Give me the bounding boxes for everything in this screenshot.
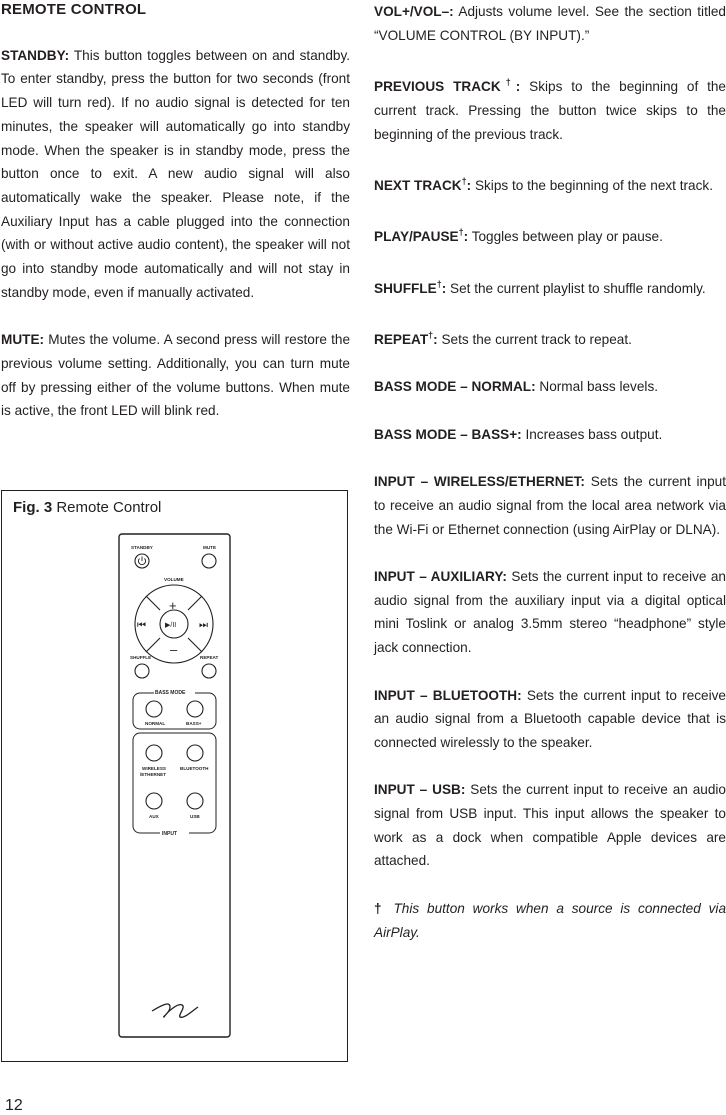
entry-label [374, 474, 585, 489]
entry-label [374, 782, 465, 797]
entry-9 [374, 565, 726, 660]
entry-label [374, 229, 468, 244]
dagger-mark: † [436, 278, 442, 289]
entry-10 [374, 684, 726, 755]
entry-text: Skips to the beginning of the current track. Pressing the button twice skips to the beginning of the previous track. [374, 79, 726, 142]
entry-label [374, 569, 507, 584]
figure-caption-text: Remote Control [56, 499, 162, 516]
entry-label [374, 175, 472, 193]
page-number: 12 [5, 1097, 23, 1114]
remote-ethernet-label: /ETHERNET [140, 772, 167, 777]
dagger-mark: † [458, 227, 464, 238]
entry-label-text: REPEAT [374, 332, 429, 348]
remote-bluetooth-label: BLUETOOTH [180, 766, 209, 771]
standby-text: This button toggles between on and standby. To enter standby, press the button for two seconds (front LED will turn red). If no audio signal is detected for ten minutes, the speaker will automatically go into standby mode. When the speaker is in standby mode, press the button once to exit. A new audio signal will also automatically wake the speaker. Please note, if the Auxiliary Input has a cable plugged into the connection (with or without active audio content), the speaker will not go into standby mode automatically and will not stay in standby mode, even if manually activated. [1, 47, 351, 300]
entry-3 [374, 221, 726, 249]
entry-label-text: BASS MODE – NORMAL: [374, 379, 536, 395]
entry-text: Skips to the beginning of the next track. [474, 177, 713, 193]
figure-label: Fig. 3 [13, 499, 53, 516]
entry-label-text: SHUFFLE [374, 280, 437, 296]
entry-label-text: INPUT – AUXILIARY: [374, 569, 507, 585]
remote-bass-mode-label: BASS MODE [155, 690, 186, 696]
entry-11 [374, 778, 726, 873]
remote-control-illustration [118, 533, 231, 1038]
entry-colon: : [466, 177, 472, 193]
entry-text: Sets the current input to receive an audio signal from USB input. This input allows the speaker to work as a dock when compatible Apple devices are attached. [374, 782, 726, 869]
entry-text: Toggles between play or pause. [471, 229, 663, 245]
entry-label [374, 688, 522, 703]
entry-1 [374, 71, 726, 146]
figure-caption [13, 499, 161, 516]
entry-label-text: INPUT – BLUETOOTH: [374, 687, 522, 703]
remote-shuffle-label: SHUFFLE [130, 655, 152, 660]
footnote-text: This button works when a source is connected via AirPlay. [374, 900, 726, 940]
entry-label [374, 4, 454, 19]
right-column [374, 0, 726, 944]
entry-label-text: VOL+/VOL–: [374, 4, 454, 19]
entry-label-text: BASS MODE – BASS+: [374, 426, 522, 442]
repeat-button [202, 664, 216, 678]
entry-0 [374, 0, 726, 47]
entry-text: Sets the current track to repeat. [441, 332, 632, 348]
remote-usb-label: USB [190, 814, 200, 819]
remote-bass-plus-label: BASS+ [186, 721, 202, 726]
shuffle-button [135, 664, 149, 678]
dagger-mark: † [428, 330, 434, 341]
volume-minus-icon: – [170, 642, 178, 657]
usb-button [187, 793, 203, 809]
entry-label [374, 79, 520, 94]
entry-label-text: INPUT – USB: [374, 782, 466, 798]
entry-label-text: NEXT TRACK [374, 177, 462, 193]
entry-colon: : [441, 280, 447, 296]
entry-8 [374, 470, 726, 541]
remote-volume-label: VOLUME [164, 577, 184, 582]
remote-wireless-label: WIRELESS [142, 766, 166, 771]
entry-text: Normal bass levels. [539, 379, 659, 395]
entry-label [374, 427, 522, 442]
wireless-button [146, 745, 162, 761]
entry-text: Set the current playlist to shuffle randomly. [450, 280, 706, 296]
entry-label [374, 379, 536, 394]
entry-text: Increases bass output. [525, 426, 663, 442]
standby-description [1, 44, 350, 305]
entry-text: Adjusts volume level. See the section titled “VOLUME CONTROL (BY INPUT).” [374, 4, 726, 43]
entry-colon: : [463, 229, 469, 245]
aux-button [146, 793, 162, 809]
play-pause-icon: ▶/II [165, 622, 177, 629]
entry-text: Sets the current input to receive an audio signal from the local area network via the Wi-Fi or Ethernet connection (using AirPlay or DLNA). [374, 474, 726, 537]
entry-5 [374, 324, 726, 352]
volume-plus-icon: + [169, 598, 177, 613]
entry-colon: : [433, 332, 438, 348]
section-title: REMOTE CONTROL [1, 1, 147, 18]
remote-aux-label: AUX [149, 814, 159, 819]
standby-label: STANDBY: [1, 47, 70, 63]
bass-normal-button [146, 701, 162, 717]
entry-label-text: PREVIOUS TRACK [374, 79, 501, 95]
remote-repeat-label: REPEAT [200, 655, 219, 660]
remote-mute-label: MUTE [203, 545, 217, 550]
footnote [374, 897, 726, 944]
next-track-icon: ⏭ [199, 620, 208, 631]
entry-colon: : [515, 79, 521, 95]
entry-label [374, 278, 447, 296]
dagger-mark: † [500, 77, 516, 88]
mute-description [1, 328, 350, 423]
entry-6 [374, 375, 726, 399]
entry-label-text: PLAY/PAUSE [374, 229, 459, 245]
entry-7 [374, 423, 726, 447]
bass-plus-button [187, 701, 203, 717]
dagger-mark: † [461, 175, 467, 186]
mute-text: Mutes the volume. A second press will restore the previous volume setting. Additionally, you can turn mute off by pressing either of the volume buttons. When mute is active, the front LED will blink red. [1, 332, 351, 419]
entry-label [374, 332, 438, 347]
mute-button [202, 554, 216, 568]
entry-text: Sets the current input to receive an audio signal from a Bluetooth capable device that is connected wirelessly to the speaker. [374, 687, 726, 750]
remote-normal-label: NORMAL [145, 721, 166, 726]
entry-text: Sets the current input to receive an audio signal from the auxiliary input via a digital optical mini Toslink or analog 3.5mm stereo “headphone” style jack connection. [374, 569, 726, 656]
mute-label: MUTE: [1, 332, 45, 348]
footnote-mark: † [374, 900, 386, 916]
previous-track-icon: ⏮ [137, 620, 146, 631]
entry-2 [374, 170, 726, 198]
bluetooth-button [187, 745, 203, 761]
entry-4 [374, 273, 726, 301]
left-column [1, 0, 350, 423]
entry-label-text: INPUT – WIRELESS/ETHERNET: [374, 474, 585, 490]
remote-input-label: INPUT [162, 831, 177, 837]
remote-standby-label: STANDBY [131, 545, 153, 550]
